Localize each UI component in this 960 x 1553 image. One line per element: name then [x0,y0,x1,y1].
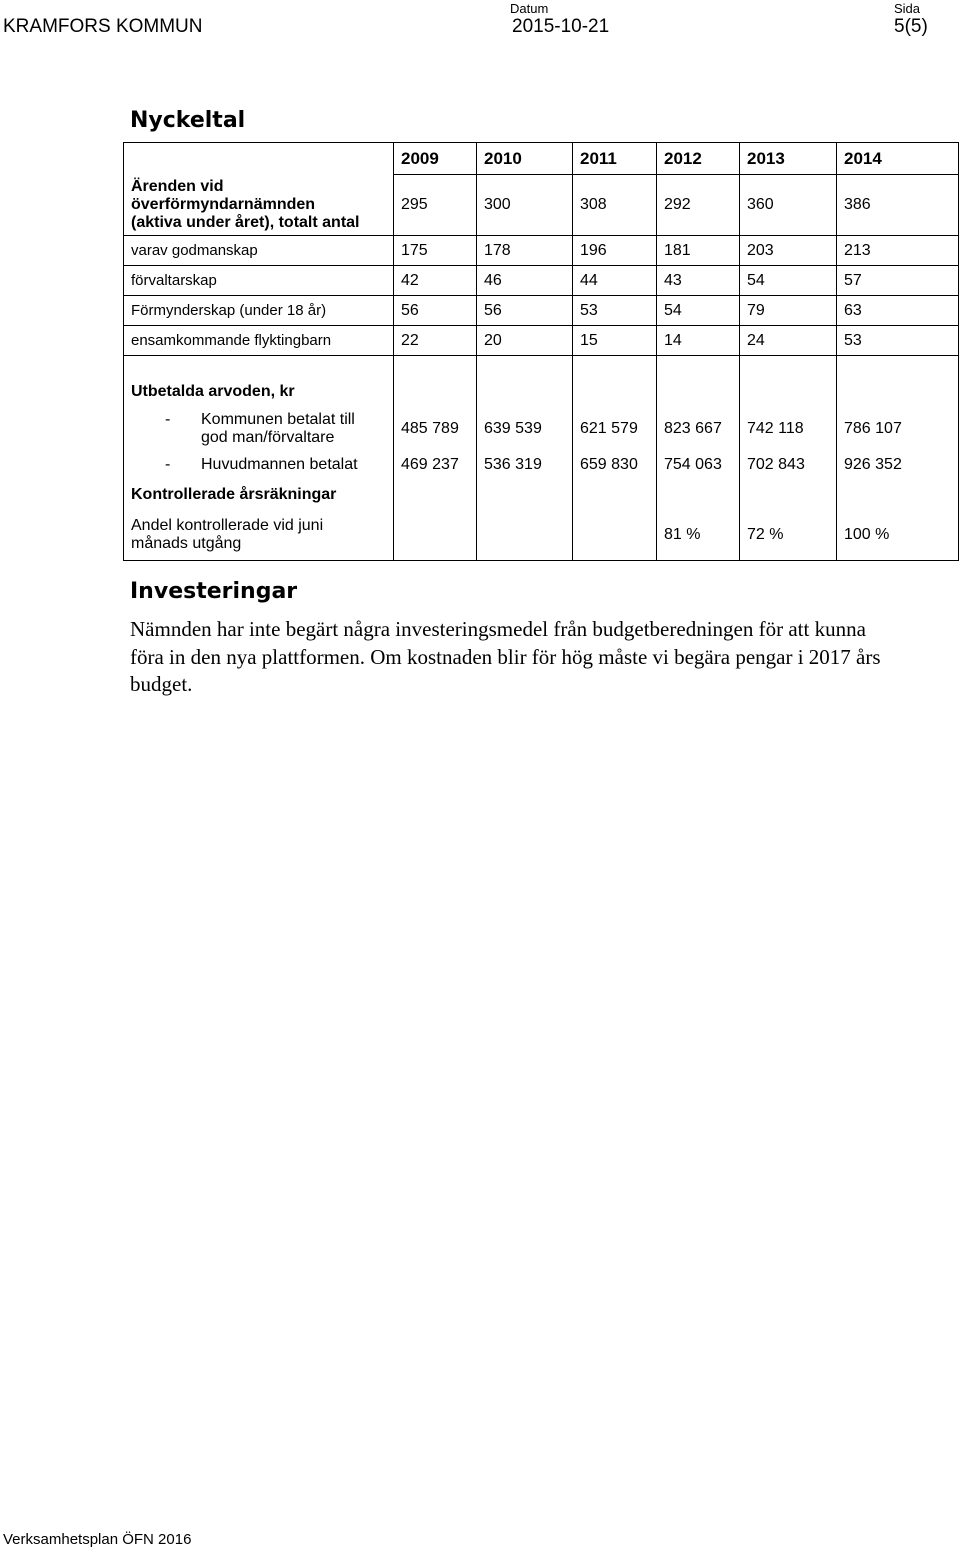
table-row [124,449,959,480]
date-label: Datum [510,1,549,16]
table-cell [394,510,477,561]
table-cell: 386 [837,175,959,236]
table-row [124,175,959,236]
table-row [124,296,959,326]
table-header-row [124,143,959,175]
year-header: 2011 [573,143,657,175]
table-cell: 213 [837,236,959,266]
table-cell: 702 843 [740,449,837,480]
table-cell: 56 [394,296,477,326]
table-cell: 639 539 [477,409,573,449]
table-row [124,236,959,266]
table-cell: 295 [394,175,477,236]
year-header: 2013 [740,143,837,175]
list-dash: - [165,411,171,428]
table-cell: 300 [477,175,573,236]
year-header: 2012 [657,143,740,175]
row-label-line: Huvudmannen betalat [201,455,358,473]
row-label-line: överförmyndarnämnden [131,195,316,213]
section-label: Kontrollerade årsräkningar [124,480,394,510]
table-cell: 926 352 [837,449,959,480]
row-label-line: (aktiva under året), totalt antal [131,213,360,231]
table-cell: 72 % [740,510,837,561]
table-cell: 742 118 [740,409,837,449]
row-label [124,175,394,236]
year-header: 2010 [477,143,573,175]
nyckeltal-heading: Nyckeltal [130,108,246,133]
nyckeltal-table [123,142,959,561]
table-cell: 175 [394,236,477,266]
table-cell: 100 % [837,510,959,561]
table-cell: 203 [740,236,837,266]
table-row [124,510,959,561]
row-label-line: god man/förvaltare [201,429,335,446]
document-date: 2015-10-21 [512,16,610,37]
table-cell: 196 [573,236,657,266]
table-row [124,326,959,356]
table-cell: 56 [477,296,573,326]
table-cell: 536 319 [477,449,573,480]
table-cell: 44 [573,266,657,296]
table-cell: 53 [573,296,657,326]
header-empty-cell [124,143,394,175]
table-cell: 485 789 [394,409,477,449]
table-cell: 292 [657,175,740,236]
row-label-line: Andel kontrollerade vid juni [131,517,324,534]
table-cell: 308 [573,175,657,236]
table-cell: 24 [740,326,837,356]
table-cell: 43 [657,266,740,296]
page-footer: Verksamhetsplan ÖFN 2016 [3,1531,192,1548]
row-label [124,449,394,480]
table-cell: 659 830 [573,449,657,480]
table-cell: 360 [740,175,837,236]
table-cell: 54 [740,266,837,296]
table-cell: 46 [477,266,573,296]
year-header: 2009 [394,143,477,175]
page-label: Sida [894,1,921,16]
table-cell: 81 % [657,510,740,561]
row-label-line: månads utgång [131,535,242,552]
table-cell: 79 [740,296,837,326]
table-cell: 57 [837,266,959,296]
table-row [124,409,959,449]
table-row [124,374,959,409]
investeringar-heading: Investeringar [130,579,298,604]
page-number: 5(5) [894,16,928,37]
section-label: Utbetalda arvoden, kr [124,374,394,409]
table-cell [573,510,657,561]
row-label [124,409,394,449]
table-row [124,480,959,510]
table-cell: 63 [837,296,959,326]
row-label: Förmynderskap (under 18 år) [124,296,394,326]
table-cell: 42 [394,266,477,296]
table-cell: 621 579 [573,409,657,449]
table-cell: 823 667 [657,409,740,449]
table-row [124,266,959,296]
list-dash: - [165,455,171,473]
table-cell: 754 063 [657,449,740,480]
investeringar-paragraph: Nämnden har inte begärt några investeringsmedel från budgetberedningen för att kunna föra in den nya plattformen. Om kostnaden blir för hög måste vi begära pengar i 2017 års budget. [130,617,881,696]
table-cell [477,510,573,561]
table-cell: 178 [477,236,573,266]
table-cell: 181 [657,236,740,266]
year-header: 2014 [837,143,959,175]
table-cell: 14 [657,326,740,356]
row-label-line: Kommunen betalat till [201,411,355,428]
row-label [124,510,394,561]
table-cell: 15 [573,326,657,356]
table-cell: 20 [477,326,573,356]
table-cell: 786 107 [837,409,959,449]
table-cell: 469 237 [394,449,477,480]
spacer-row [124,356,959,375]
row-label-line: Ärenden vid [131,177,224,195]
organization-name: KRAMFORS KOMMUN [3,16,203,37]
row-label: varav godmanskap [124,236,394,266]
row-label: förvaltarskap [124,266,394,296]
table-cell: 54 [657,296,740,326]
row-label: ensamkommande flyktingbarn [124,326,394,356]
table-cell: 22 [394,326,477,356]
table-cell: 53 [837,326,959,356]
